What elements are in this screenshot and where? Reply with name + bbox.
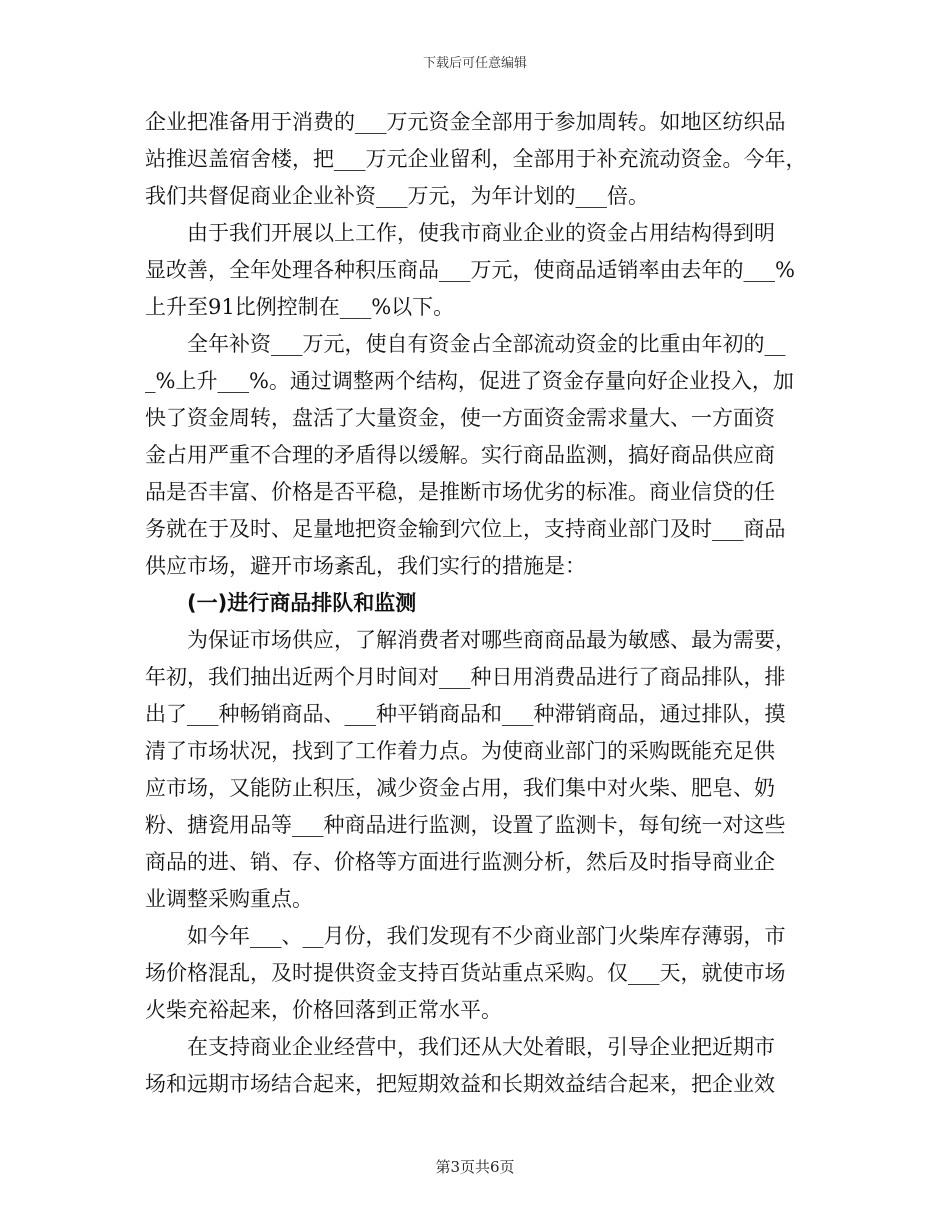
text-line: 商品的进、销、存、价格等方面进行监测分析，然后及时指导商业企 xyxy=(145,850,775,874)
text-line: 金占用严重不合理的矛盾得以缓解。实行商品监测，搞好商品供应商 xyxy=(145,443,775,467)
text-line: 出了___种畅销商品、___种平销商品和___种滞销商品，通过排队，摸 xyxy=(145,702,786,726)
text-line: 务就在于及时、足量地把资金输到穴位上，支持商业部门及时___商品 xyxy=(145,517,786,541)
text-line: 业调整采购重点。 xyxy=(145,887,313,911)
text-line: 上升至91比例控制在___%以下。 xyxy=(145,295,455,319)
section-heading: (一)进行商品排队和监测 xyxy=(187,591,417,615)
text-line: 年初，我们抽出近两个月时间对___种日用消费品进行了商品排队，排 xyxy=(145,665,786,689)
paragraph-start-line: 如今年___、__月份，我们发现有不少商业部门火柴库存薄弱，市 xyxy=(187,924,786,948)
text-line: 快了资金周转，盘活了大量资金，使一方面资金需求量大、一方面资 xyxy=(145,406,775,430)
text-line: 应市场，又能防止积压，减少资金占用，我们集中对火柴、肥皂、奶 xyxy=(145,776,775,800)
paragraph-start-line: 由于我们开展以上工作，使我市商业企业的资金占用结构得到明 xyxy=(187,221,775,245)
text-line: 供应市场，避开市场紊乱，我们实行的措施是： xyxy=(145,554,586,578)
page-header-note: 下载后可任意编辑 xyxy=(422,56,527,71)
page-footer-number: 第3页共6页 xyxy=(435,1158,515,1176)
paragraph-start-line: 全年补资___万元，使自有资金占全部流动资金的比重由年初的__ xyxy=(187,332,786,356)
text-line: 清了市场状况，找到了工作着力点。为使商业部门的采购既能充足供 xyxy=(145,739,775,763)
paragraph-start-line: 在支持商业企业经营中，我们还从大处着眼，引导企业把近期市 xyxy=(187,1035,775,1059)
text-line: 站推迟盖宿舍楼，把___万元企业留利，全部用于补充流动资金。今年， xyxy=(145,147,807,171)
text-line: 火柴充裕起来，价格回落到正常水平。 xyxy=(145,998,502,1022)
text-line: _%上升___%。通过调整两个结构，促进了资金存量向好企业投入，加 xyxy=(145,369,794,393)
text-line: 我们共督促商业企业补资___万元，为年计划的___倍。 xyxy=(145,184,649,208)
text-line: 显改善，全年处理各种积压商品___万元，使商品适销率由去年的___% xyxy=(145,258,795,282)
paragraph-start-line: 为保证市场供应，了解消费者对哪些商商品最为敏感、最为需要， xyxy=(187,628,796,652)
document-body xyxy=(145,104,805,1103)
text-line: 粉、搪瓷用品等___种商品进行监测，设置了监测卡，每旬统一对这些 xyxy=(145,813,786,837)
text-line: 品是否丰富、价格是否平稳，是推断市场优劣的标准。商业信贷的任 xyxy=(145,480,775,504)
text-line: 场和远期市场结合起来，把短期效益和长期效益结合起来，把企业效 xyxy=(145,1072,775,1096)
text-line: 企业把准备用于消费的___万元资金全部用于参加周转。如地区纺织品 xyxy=(145,110,786,134)
text-line: 场价格混乱，及时提供资金支持百货站重点采购。仅___天，就使市场 xyxy=(145,961,786,985)
